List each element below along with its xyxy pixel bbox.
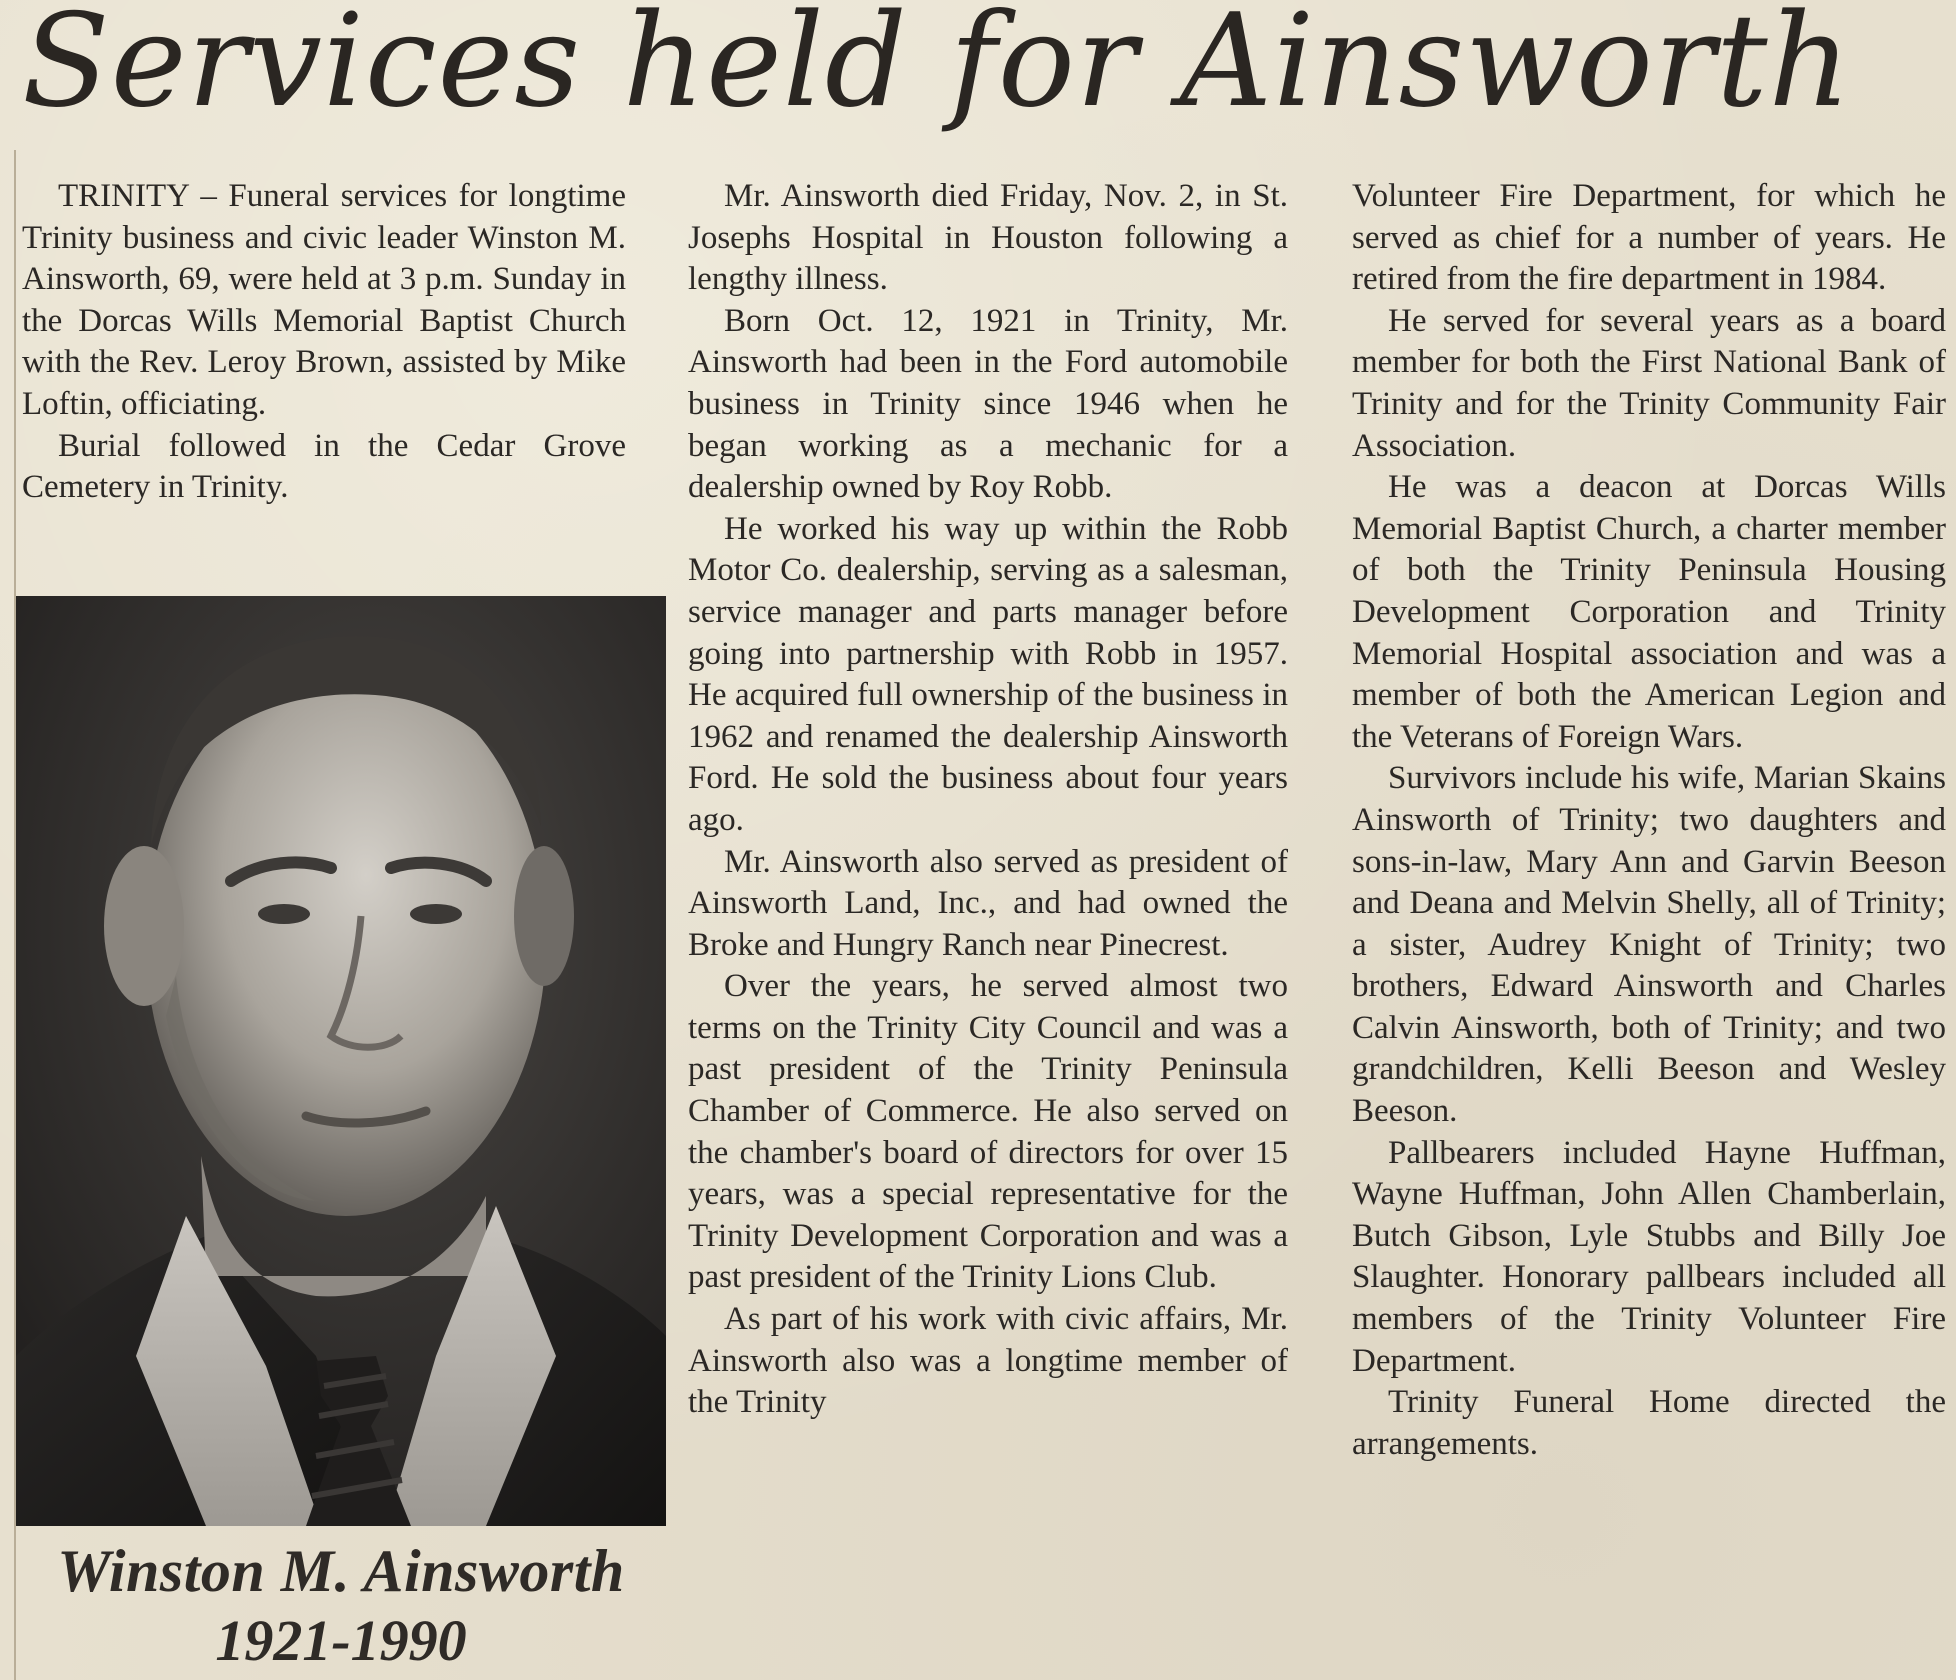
article-column-2 bbox=[688, 176, 1288, 1424]
paragraph: As part of his work with civic affairs, Mr. Ainsworth also was a longtime member of the Trinity bbox=[688, 1301, 1288, 1421]
paragraph: He was a deacon at Dorcas Wills Memorial Baptist Church, a charter member of both the Trinity Peninsula Housing Development Corporation and Trinity Memorial Hospital association and was a member of both the American Legion and the Veterans of Foreign Wars. bbox=[1352, 469, 1946, 755]
paragraph: Mr. Ainsworth also served as president of Ainsworth Land, Inc., and had owned the Broke and Hungry Ranch near Pinecrest. bbox=[688, 843, 1288, 963]
caption-name: Winston M. Ainsworth bbox=[57, 1538, 625, 1604]
paragraph: Volunteer Fire Department, for which he served as chief for a number of years. He retired from the fire department in 1984. bbox=[1352, 178, 1946, 298]
paragraph: Over the years, he served almost two terms on the Trinity City Council and was a past president of the Trinity Peninsula Chamber of Commerce. He also served on the chamber's board of directors for over 15 years, was a special representative for the Trinity Development Corporation and was a past president of the Trinity Lions Club. bbox=[688, 968, 1288, 1296]
headline: Services held for Ainsworth bbox=[22, 0, 1852, 136]
article-column-3 bbox=[1352, 176, 1946, 1465]
paragraph: TRINITY – Funeral services for longtime Trinity business and civic leader Winston M. Ainsworth, 69, were held at 3 p.m. Sunday in the Dorcas Wills Memorial Baptist Church with the Rev. Leroy Brown, assisted by Mike Loftin, officiating. bbox=[22, 178, 626, 422]
paragraph: Mr. Ainsworth died Friday, Nov. 2, in St. Josephs Hospital in Houston following a lengthy illness. bbox=[688, 178, 1288, 298]
paragraph: Burial followed in the Cedar Grove Cemetery in Trinity. bbox=[22, 427, 626, 506]
photo-caption bbox=[16, 1536, 666, 1676]
paragraph: Trinity Funeral Home directed the arrangements. bbox=[1352, 1384, 1946, 1462]
paragraph: He served for several years as a board member for both the First National Bank of Trinity and for the Trinity Community Fair Association. bbox=[1352, 302, 1946, 464]
paragraph: Survivors include his wife, Marian Skains Ainsworth of Trinity; two daughters and sons-in-law, Mary Ann and Garvin Beeson and Deana and Melvin Shelly, all of Trinity; a sister, Audrey Knight of Trinity; two brothers, Edward Ainsworth and Charles Calvin Ainsworth, both of Trinity; and two grandchildren, Kelli Beeson and Wesley Beeson. bbox=[1352, 760, 1946, 1130]
article-column-1 bbox=[22, 176, 626, 509]
portrait-photo bbox=[16, 596, 666, 1526]
caption-years: 1921-1990 bbox=[215, 1608, 467, 1673]
paragraph: He worked his way up within the Robb Motor Co. dealership, serving as a salesman, service manager and parts manager before going into partnership with Robb in 1957. He acquired full ownership of the business in 1962 and renamed the dealership Ainsworth Ford. He sold the business about four years ago. bbox=[688, 510, 1288, 838]
paragraph: Born Oct. 12, 1921 in Trinity, Mr. Ainsworth had been in the Ford automobile business in Trinity since 1946 when he began working as a mechanic for a dealership owned by Roy Robb. bbox=[688, 302, 1288, 506]
paragraph: Pallbearers included Hayne Huffman, Wayne Huffman, John Allen Chamberlain, Butch Gibson, Lyle Stubbs and Billy Joe Slaughter. Honorary pallbears included all members of the Trinity Volunteer Fire Department. bbox=[1352, 1134, 1946, 1379]
portrait-illustration bbox=[16, 596, 666, 1526]
